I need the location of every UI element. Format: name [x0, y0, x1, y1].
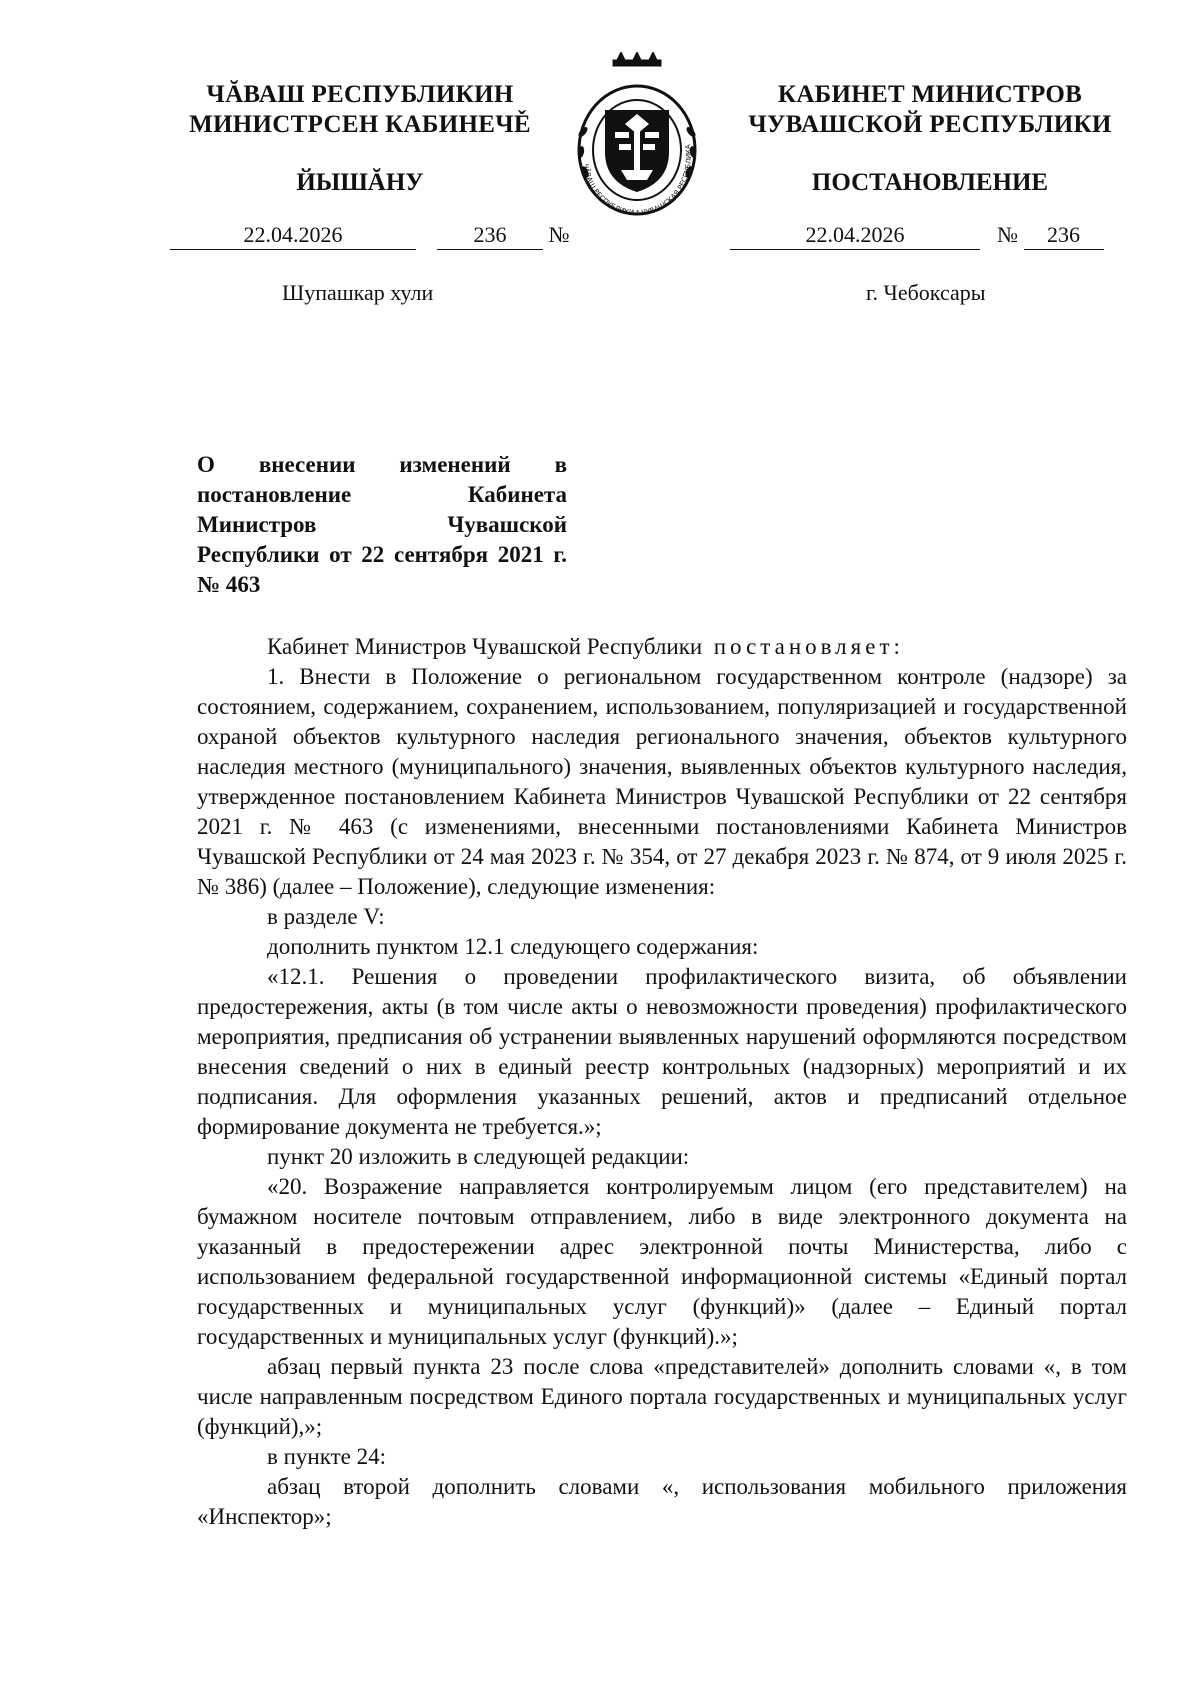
intro-lead: Кабинет Министров Чувашской Республики — [267, 634, 703, 659]
header-left-block — [150, 80, 570, 198]
left-doc-type: ЙЫШĂНУ — [296, 169, 424, 196]
document-title: О внесении изменений в постановление Кабинета Министров Чувашской Республики от 22 сентября 2021 г. № 463 — [197, 452, 567, 597]
right-org-line2: ЧУВАШСКОЙ РЕСПУБЛИКИ — [748, 111, 1112, 138]
emblem-ring-text: ЧĂВАШ РЕСПУБЛИКИ * ЧУВАШСКАЯ РЕСПУБЛИКА — [581, 143, 694, 218]
right-org-line1: КАБИНЕТ МИНИСТРОВ — [777, 81, 1083, 108]
body-paragraph: «12.1. Решения о проведении профилактического визита, об объявлении предостережения, акты (в том числе акты о невозможности проведения) профилактического мероприятия, предписания об устранении выявленных нарушений оформляются посредством внесения сведений о них в единый реестр контрольных (надзорных) мероприятий и их подписания. Для оформления указанных решений, актов и предписаний отдельное формирование документа не требуется.»; — [197, 964, 1127, 1139]
header-right-block — [720, 80, 1140, 198]
place-left: Шупашкар хули — [282, 280, 434, 305]
right-number-sign: № — [997, 222, 1018, 247]
body-paragraph: пункт 20 изложить в следующей редакции: — [267, 1144, 690, 1169]
left-org-line2: МИНИСТРСЕН КАБИНЕЧĚ — [189, 111, 531, 138]
body-paragraph: 1. Внести в Положение о региональном государственном контроле (надзоре) за состоянием, содержанием, сохранением, использованием, популяризацией и государственной охраной объектов культурного наследия регионального значения, объектов культурного наследия местного (муниципального) значения, выявленных объектов культурного наследия, утвержденное постановлением Кабинета Министров Чувашской Республики от 22 сентября 2021 г. № 463 (с изменениями, внесенными постановлениями Кабинета Министров Чувашской Республики от 24 мая 2023 г. № 354, от 27 декабря 2023 г. № 874, от 9 июля 2025 г. № 386) (далее – Положение), следующие изменения: — [197, 664, 1127, 899]
body-paragraph: абзац второй дополнить словами «, использования мобильного приложения «Инспектор»; — [197, 1474, 1127, 1529]
document-body — [197, 632, 1127, 1532]
chuvash-coat-of-arms-icon — [565, 52, 709, 222]
left-number-line — [170, 222, 570, 250]
body-paragraph: «20. Возражение направляется контролируемым лицом (его представителем) на бумажном носителе почтовым отправлением, либо в виде электронного документа на указанный в предостережении адрес электронной почты Министерства, либо с использованием федеральной государственной информационной системы «Единый портал государственных и муниципальных услуг (функций)» (далее – Единый портал государственных и муниципальных услуг (функций).»; — [197, 1174, 1127, 1349]
right-number-line — [730, 222, 1104, 250]
right-date: 22.04.2026 — [730, 222, 980, 250]
left-number-sign: № — [548, 222, 570, 247]
right-doc-type: ПОСТАНОВЛЕНИЕ — [811, 169, 1049, 196]
left-number: 236 — [437, 222, 543, 250]
body-paragraph: в пункте 24: — [267, 1444, 386, 1469]
left-org-line1: ЧĂВАШ РЕСПУБЛИКИН — [206, 81, 514, 108]
body-paragraph: абзац первый пункта 23 после слова «представителей» дополнить словами «, в том числе направленным посредством Единого портала государственных и муниципальных услуг (функций),»; — [197, 1354, 1127, 1439]
left-date: 22.04.2026 — [170, 222, 416, 250]
body-paragraph: в разделе V: — [267, 904, 385, 929]
body-paragraph: дополнить пунктом 12.1 следующего содержания: — [267, 934, 759, 959]
intro-verb: постановляет: — [713, 634, 904, 659]
intro-paragraph — [197, 632, 1127, 662]
right-number: 236 — [1024, 222, 1104, 250]
place-right: г. Чебоксары — [866, 280, 986, 305]
